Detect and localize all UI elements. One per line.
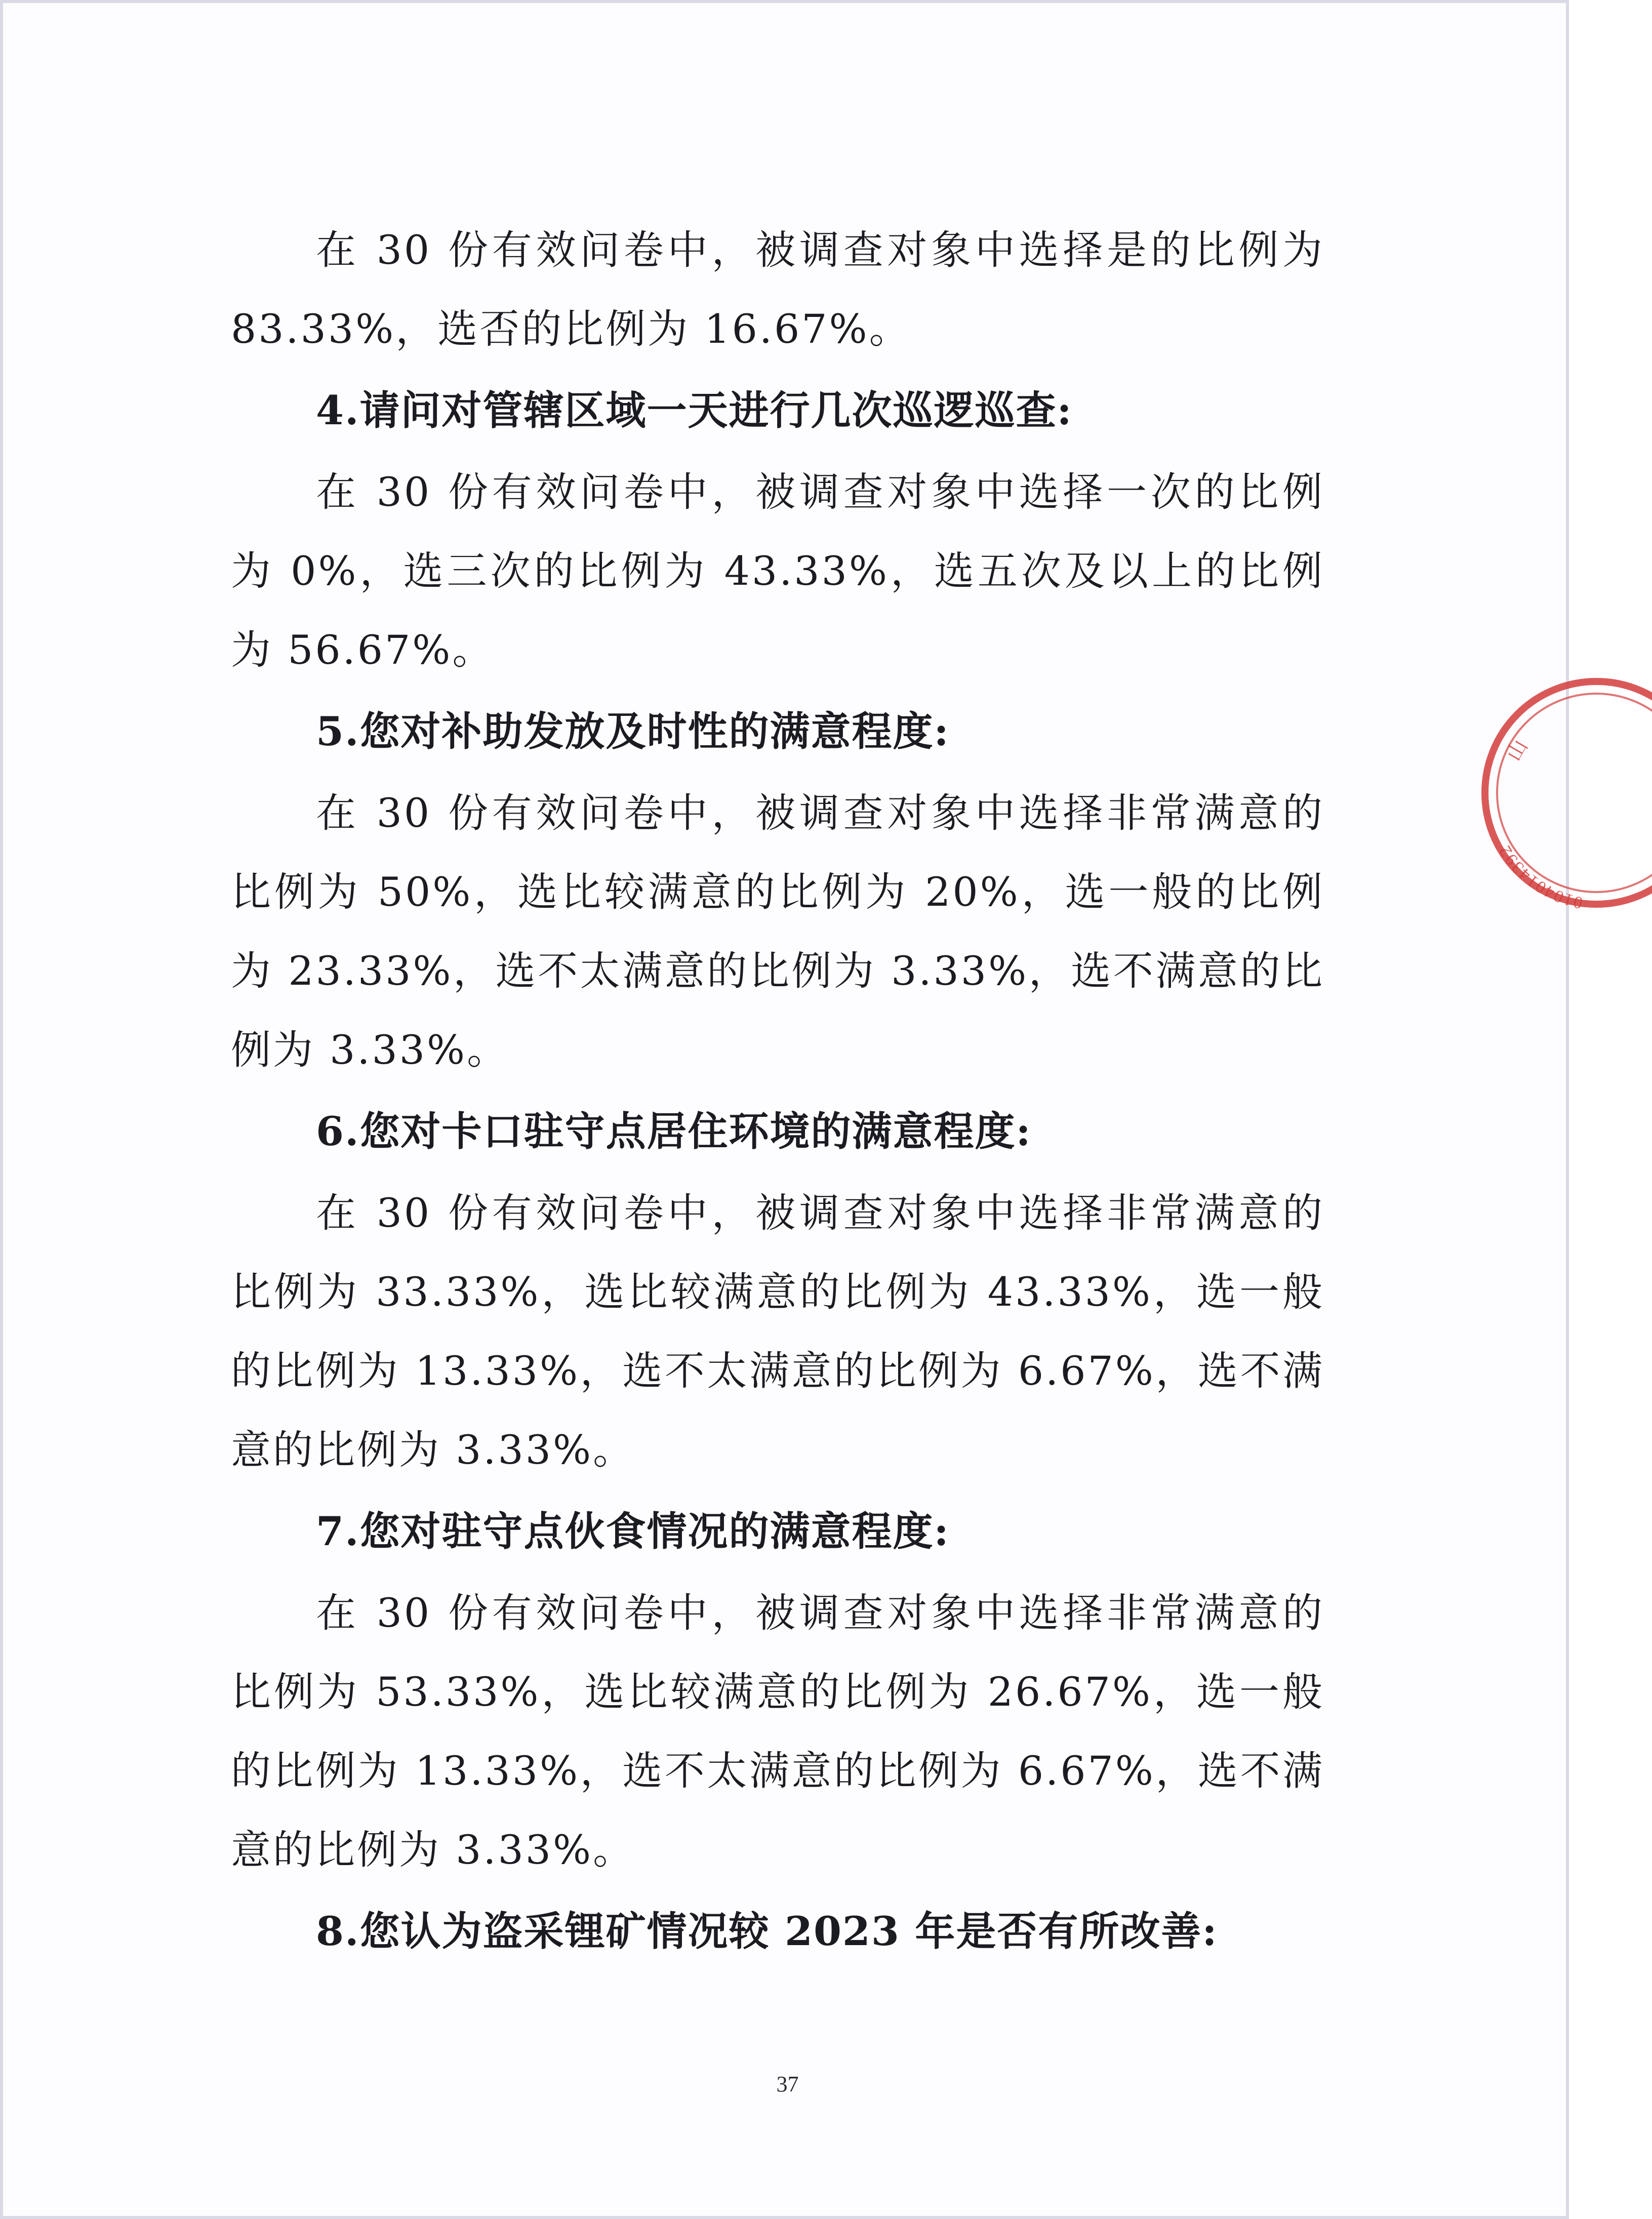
paragraph-q4-result: 在 30 份有效问卷中，被调查对象中选择一次的比例为 0%，选三次的比例为 43.33%，选五次及以上的比例为 56.67%。: [231, 469, 1324, 673]
heading-q8: 8.您认为盗采锂矿情况较 2023 年是否有所改善:: [316, 1908, 1218, 1955]
document-body: [231, 211, 1324, 1973]
paragraph-q7-result: 在 30 份有效问卷中，被调查对象中选择非常满意的比例为 53.33%，选比较满意的比例为 26.67%，选一般的比例为 13.33%，选不太满意的比例为 6.67%，选不满意的比例为 3.33%。: [231, 1590, 1324, 1873]
seal-number-text: 0104014392: [1495, 841, 1585, 912]
heading-q6: 6.您对卡口驻守点居住环境的满意程度:: [316, 1108, 1032, 1155]
paragraph-q6-result: 在 30 份有效问卷中，被调查对象中选择非常满意的比例为 33.33%，选比较满意的比例为 43.33%，选一般的比例为 13.33%，选不太满意的比例为 6.67%，选不满意的比例为 3.33%。: [231, 1190, 1324, 1473]
paragraph-q3-result: 在 30 份有效问卷中，被调查对象中选择是的比例为 83.33%，选否的比例为 16.67%。: [231, 227, 1324, 352]
page-number: 37: [776, 2072, 799, 2096]
heading-q5: 5.您对补助发放及时性的满意程度:: [316, 708, 950, 755]
heading-q7: 7.您对驻守点伙食情况的满意程度:: [316, 1508, 950, 1555]
svg-text:山: 山: [1502, 736, 1533, 765]
seal-stamp: [1470, 661, 1652, 924]
paragraph-q5-result: 在 30 份有效问卷中，被调查对象中选择非常满意的比例为 50%，选比较满意的比例为 20%，选一般的比例为 23.33%，选不太满意的比例为 3.33%，选不满意的比例为 3.33%。: [231, 790, 1324, 1073]
svg-text:0104014392: [1495, 841, 1584, 912]
heading-q4: 4.请问对管辖区域一天进行几次巡逻巡查:: [316, 387, 1073, 434]
